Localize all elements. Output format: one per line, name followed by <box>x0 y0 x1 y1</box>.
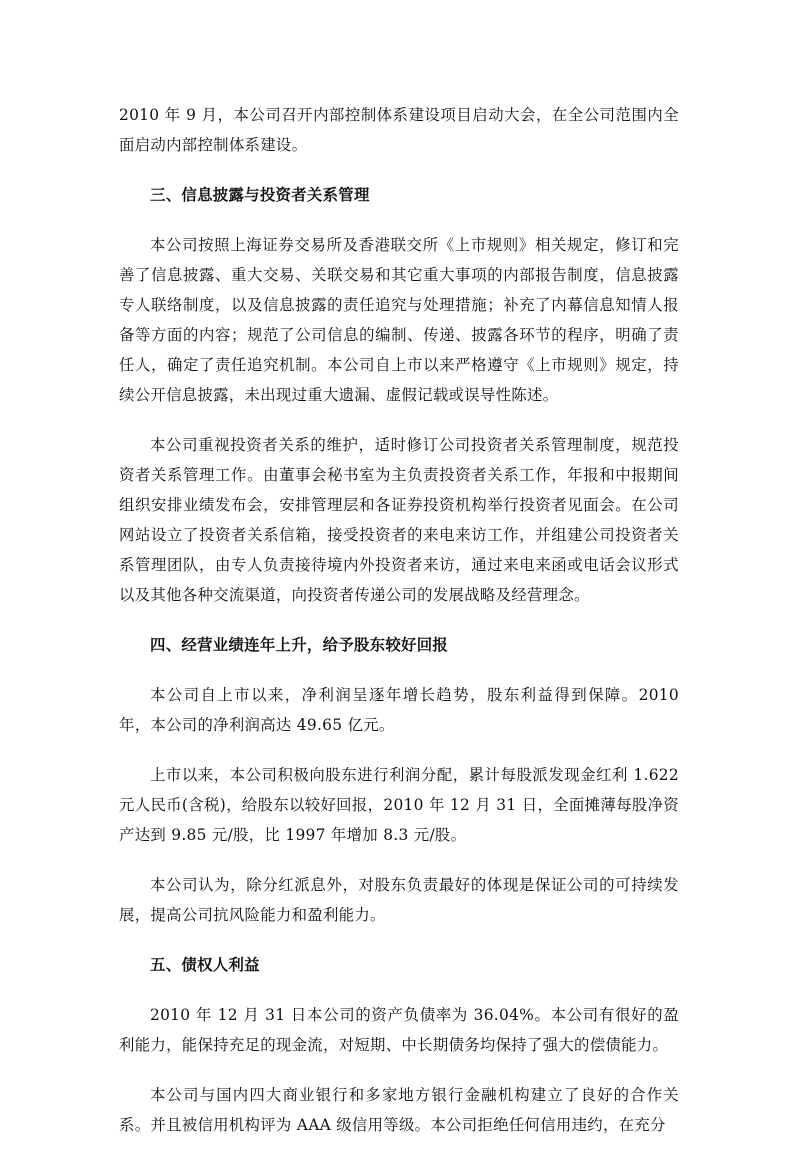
section-3-paragraph-1: 本公司按照上海证券交易所及香港联交所《上市规则》相关规定，修订和完善了信息披露、重大交易、关联交易和其它重大事项的内部报告制度，信息披露专人联络制度，以及信息披露的责任追究与处理措施；补充了内幕信息知情人报备等方面的内容；规范了公司信息的编制、传递、披露各环节的程序，明确了责任人，确定了责任追究机制。本公司自上市以来严格遵守《上市规则》规定，持续公开信息披露，未出现过重大遗漏、虚假记载或误导性陈述。 <box>119 236 679 404</box>
section-5-paragraph-2: 本公司与国内四大商业银行和多家地方银行金融机构建立了良好的合作关系。并且被信用机构评为 AAA 级信用等级。本公司拒绝任何信用违约，在充分 <box>119 1086 679 1134</box>
section-3-heading: 三、信息披露与投资者关系管理 <box>150 186 370 204</box>
section-4-heading: 四、经营业绩连年上升，给予股东较好回报 <box>150 636 449 654</box>
document-body <box>119 100 679 1160</box>
section-4-paragraph-2: 上市以来，本公司积极向股东进行利润分配，累计每股派发现金红利 1.622 元人民币(含税)，给股东以较好回报，2010 年 12 月 31 日，全面摊薄每股净资产达到 9.85 元/股，比 1997 年增加 8.3 元/股。 <box>119 766 679 844</box>
section-4-paragraph-3: 本公司认为，除分红派息外，对股东负责最好的体现是保证公司的可持续发展，提高公司抗风险能力和盈利能力。 <box>119 876 679 924</box>
section-5-heading: 五、债权人利益 <box>150 956 260 974</box>
section-4-paragraph-1: 本公司自上市以来，净利润呈逐年增长趋势，股东利益得到保障。2010 年，本公司的净利润高达 49.65 亿元。 <box>119 686 679 734</box>
intro-paragraph: 2010 年 9 月，本公司召开内部控制体系建设项目启动大会，在全公司范围内全面启动内部控制体系建设。 <box>119 106 679 154</box>
section-5-paragraph-1: 2010 年 12 月 31 日本公司的资产负债率为 36.04%。本公司有很好的盈利能力，能保持充足的现金流，对短期、中长期债务均保持了强大的偿债能力。 <box>119 1006 679 1054</box>
section-3-paragraph-2: 本公司重视投资者关系的维护，适时修订公司投资者关系管理制度，规范投资者关系管理工作。由董事会秘书室为主负责投资者关系工作，年报和中报期间组织安排业绩发布会，安排管理层和各证券投资机构举行投资者见面会。在公司网站设立了投资者关系信箱，接受投资者的来电来访工作，并组建公司投资者关系管理团队，由专人负责接待境内外投资者来访，通过来电来函或电话会议形式以及其他各种交流渠道，向投资者传递公司的发展战略及经营理念。 <box>119 436 679 604</box>
